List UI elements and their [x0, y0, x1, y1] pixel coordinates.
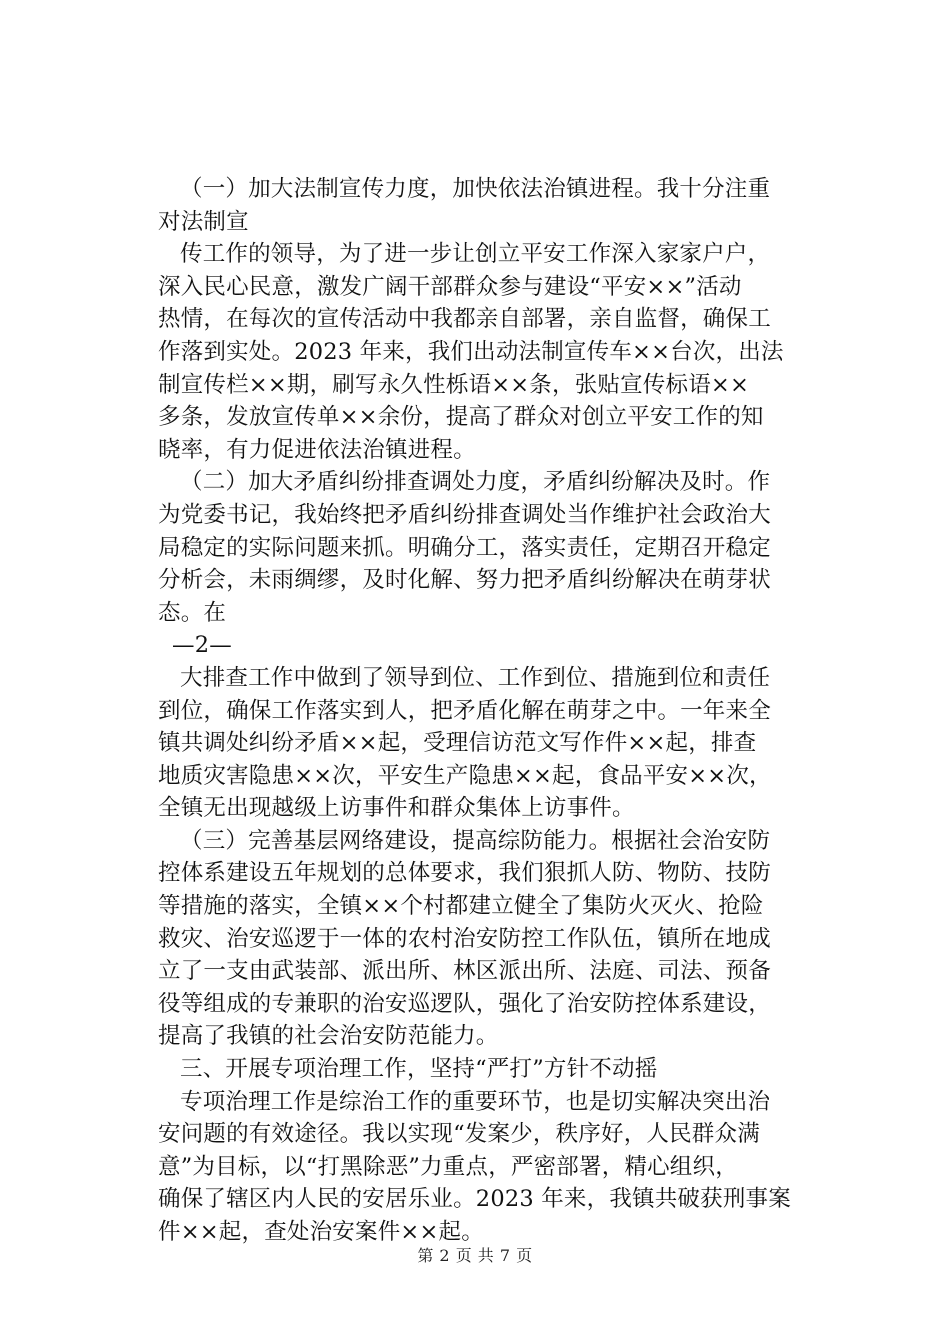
text-line: 到位，确保工作落实到人，把矛盾化解在萌芽之中。一年来全	[158, 697, 771, 724]
text-line: 专项治理工作是综治工作的重要环节，也是切实解决突出治	[180, 1088, 771, 1115]
page-footer: 第 2 页 共 7 页	[417, 1246, 533, 1265]
text-line: 地质灾害隐患××次，平安生产隐患××起，食品平安××次，	[158, 762, 772, 789]
text-line: 全镇无出现越级上访事件和群众集体上访事件。	[158, 795, 635, 822]
text-line: 制宣传栏××期，刷写永久性栎语××条，张贴宣传标语××	[158, 371, 750, 398]
text-line: 态。在	[158, 599, 227, 626]
text-line: 局稳定的实际问题来抓。明确分工，落实责任，定期召开稳定	[158, 534, 771, 561]
text-line: 晓率，有力促进依法治镇进程。	[158, 436, 476, 463]
text-line: 意”为目标，以“打黑除恶”力重点，严密部署，精心组织，	[158, 1153, 738, 1180]
text-line: 安问题的有效途径。我以实现“发案少，秩序好，人民群众满	[158, 1121, 760, 1148]
text-line: 件××起，查处治安案件××起。	[158, 1219, 484, 1245]
text-line: 役等组成的专兼职的治安巡逻队，强化了治安防控体系建设，	[158, 990, 771, 1017]
text-line: 救灾、治安巡逻于一体的农村治安防控工作队伍，镇所在地成	[158, 925, 771, 952]
paragraph-2-heading-line: （二）加大矛盾纠纷排查调处力度，矛盾纠纷解决及时。作	[180, 469, 771, 496]
text-line: 热情，在每次的宣传活动中我都亲自部署，亲自监督，确保工	[158, 306, 771, 333]
text-line: 作落到实处。2023 年来，我们出动法制宣传车××台次，出法	[158, 338, 784, 365]
text-line: 大排查工作中做到了领导到位、工作到位、措施到位和责任	[180, 664, 771, 691]
text-line: 等措施的落实，全镇××个村都建立健全了集防火灭火、抢险	[158, 893, 764, 920]
text-line: 多条，发放宣传单××余份，提高了群众对创立平安工作的知	[158, 404, 764, 431]
text-line: 对法制宣	[158, 208, 249, 235]
text-line: 控体系建设五年规划的总体要求，我们狠抓人防、物防、技防	[158, 860, 771, 887]
paragraph-3-heading-line: （三）完善基层网络建设，提高综防能力。根据社会治安防	[180, 827, 771, 854]
inline-page-marker: —2—	[172, 632, 232, 659]
text-line: 镇共调处纠纷矛盾××起，受理信访范文写作件××起，排查	[158, 730, 757, 757]
text-line: 立了一支由武装部、派出所、林区派出所、法庭、司法、预备	[158, 958, 771, 985]
text-line: 确保了辖区内人民的安居乐业。2023 年来，我镇共破获刑事案	[158, 1186, 791, 1213]
text-line: 分析会，未雨绸缪，及时化解、努力把矛盾纠纷解决在萌芽状	[158, 567, 771, 594]
text-line: 深入民心民意，激发广阔干部群众参与建设“平安××”活动	[158, 273, 742, 300]
paragraph-1-heading-line: （一）加大法制宣传力度，加快依法治镇进程。我十分注重	[180, 176, 771, 202]
text-line: 为党委书记，我始终把矛盾纠纷排查调处当作维护社会政治大	[158, 501, 771, 528]
document-body	[158, 173, 836, 1249]
section-3-heading: 三、开展专项治理工作，坚持“严打”方针不动摇	[180, 1056, 658, 1083]
text-line: 提高了我镇的社会治安防范能力。	[158, 1023, 499, 1050]
text-line: 传工作的领导，为了进一步让创立平安工作深入家家户户，	[180, 241, 771, 268]
